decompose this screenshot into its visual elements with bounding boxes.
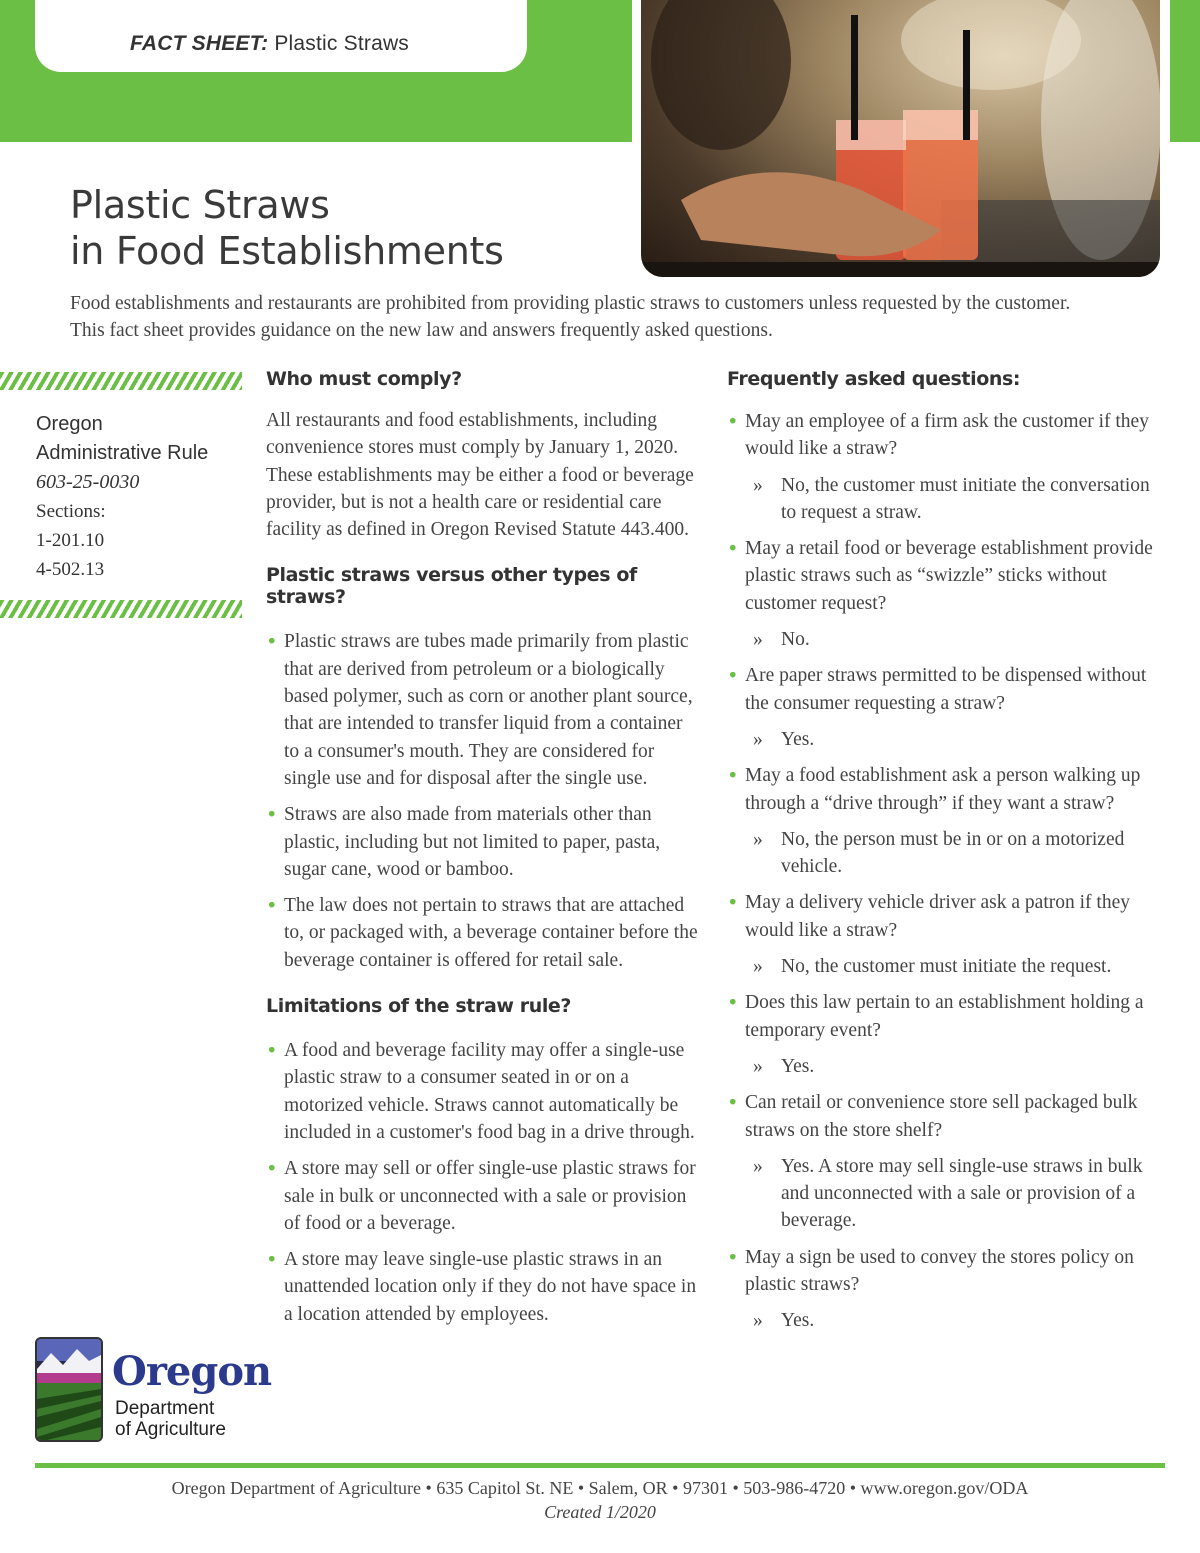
list-item-text: A store may sell or offer single-use plastic straws for sale in bulk or unconnected with a sale or provision of food or a beverage. — [284, 1158, 696, 1234]
bullet-icon: • — [266, 1157, 278, 1181]
logo-subtitle — [115, 1398, 226, 1440]
bullet-icon: • — [727, 764, 739, 788]
list-item — [266, 801, 698, 883]
faq-answer — [727, 472, 1165, 527]
bullet-icon: • — [727, 1245, 739, 1269]
faq-list — [727, 408, 1165, 1335]
footer-rule — [35, 1463, 1165, 1468]
faq-answer-text: No, the customer must initiate the request. — [781, 956, 1112, 978]
sidebar-oregon: Oregon — [36, 413, 103, 435]
faq-question — [727, 762, 1165, 817]
sidebar-sections-label: Sections: — [36, 501, 106, 522]
faq-question — [727, 989, 1165, 1044]
faq-question-text: May a delivery vehicle driver ask a patron if they would like a straw? — [745, 892, 1130, 941]
faq-answer-text: No, the person must be in or on a motorized vehicle. — [781, 828, 1125, 878]
drinks-photo-icon — [641, 0, 1160, 277]
list-item-text: A food and beverage facility may offer a single-use plastic straw to a consumer seated in or on a motorized vehicle. Straws cannot automatically be included in a customer's food bag in a drive through. — [284, 1040, 695, 1143]
list-item-text: The law does not pertain to straws that are attached to, or packaged with, a beverage container before the beverage container is offered for retail sale. — [284, 895, 698, 971]
faq-question-text: May a sign be used to convey the stores policy on plastic straws? — [745, 1246, 1134, 1296]
faq-question — [727, 535, 1165, 617]
page-title-line1: Plastic Straws — [70, 183, 330, 227]
faq-answer — [727, 953, 1165, 980]
fact-sheet-label-topic: Plastic Straws — [268, 32, 410, 55]
middle-column — [266, 368, 706, 1337]
list-item — [266, 628, 698, 792]
page-title-line2: in Food Establishments — [70, 229, 504, 273]
bullet-icon: • — [266, 1039, 278, 1063]
sidebar-section-1: 1-201.10 — [36, 530, 105, 551]
list-item — [266, 1037, 706, 1146]
faq-heading: Frequently asked questions: — [727, 368, 1021, 390]
chevron-right-icon: » — [753, 629, 763, 651]
faq-question-text: May an employee of a firm ask the customer if they would like a straw? — [745, 411, 1149, 460]
versus-list — [266, 628, 698, 974]
faq-answer — [727, 626, 1165, 653]
sidebar-rule-number: 603-25-0030 — [36, 471, 140, 493]
hatch-divider-bottom — [0, 600, 242, 618]
intro-paragraph: Food establishments and restaurants are prohibited from providing plastic straws to customers unless requested by the customer. This fact sheet provides guidance on the new law and answers frequently asked questions. — [70, 293, 1071, 341]
logo-subtitle-line2: of Agriculture — [115, 1419, 226, 1440]
bullet-icon: • — [727, 664, 739, 688]
who-heading: Who must comply? — [266, 368, 462, 390]
chevron-right-icon: » — [753, 1055, 763, 1077]
list-item — [266, 1155, 706, 1237]
chevron-right-icon: » — [753, 1310, 763, 1332]
list-item — [266, 892, 698, 974]
versus-heading: Plastic straws versus other types of straws? — [266, 564, 637, 609]
bullet-icon: • — [266, 1248, 278, 1272]
faq-question — [727, 1089, 1165, 1144]
footer-contact: Oregon Department of Agriculture • 635 Capitol St. NE • Salem, OR • 97301 • 503-986-4720 • www.oregon.gov/ODA — [171, 1478, 1029, 1498]
faq-question-text: May a food establishment ask a person walking up through a “drive through” if they want a straw? — [745, 765, 1141, 814]
faq-answer — [727, 1153, 1165, 1235]
faq-answer-text: No, the customer must initiate the conversation to request a straw. — [781, 474, 1150, 523]
list-item-text: Plastic straws are tubes made primarily from plastic that are derived from petroleum or a biologically based polymer, such as corn or another plant source, that are intended to transfer liquid from a container to a consumer's mouth. They are considered for single use and for disposal after the single use. — [284, 631, 693, 789]
faq-question — [727, 1244, 1165, 1299]
chevron-right-icon: » — [753, 956, 763, 978]
chevron-right-icon: » — [753, 1155, 763, 1177]
rule-sidebar — [36, 410, 208, 584]
bullet-icon: • — [727, 410, 739, 433]
page-title — [70, 182, 504, 274]
faq-answer — [727, 1053, 1165, 1080]
oda-logo-graphic — [37, 1339, 101, 1440]
limits-list — [266, 1037, 706, 1328]
bullet-icon: • — [266, 630, 278, 654]
faq-answer-text: No. — [781, 629, 810, 651]
drinks-photo — [641, 0, 1160, 277]
faq-answer — [727, 1307, 1165, 1334]
footer-created-date: Created 1/2020 — [544, 1502, 656, 1522]
bullet-icon: • — [727, 537, 739, 561]
fact-sheet-label — [130, 32, 409, 56]
bullet-icon: • — [727, 891, 739, 915]
chevron-right-icon: » — [753, 828, 763, 850]
faq-question-text: Does this law pertain to an establishment holding a temporary event? — [745, 992, 1144, 1041]
hatch-divider-top — [0, 372, 242, 390]
bullet-icon: • — [727, 1091, 739, 1115]
faq-column — [727, 368, 1165, 1344]
chevron-right-icon: » — [753, 728, 763, 750]
faq-answer-text: Yes. — [781, 728, 815, 750]
faq-answer — [727, 826, 1165, 881]
faq-question — [727, 408, 1165, 463]
fact-sheet-label-bold: FACT SHEET: — [130, 32, 269, 55]
logo-subtitle-line1: Department — [115, 1398, 215, 1419]
list-item-text: A store may leave single-use plastic straws in an unattended location only if they do not have space in a location attended by employees. — [284, 1249, 697, 1325]
chevron-right-icon: » — [753, 474, 763, 496]
limits-heading: Limitations of the straw rule? — [266, 995, 572, 1018]
faq-question — [727, 662, 1165, 717]
list-item — [266, 1246, 706, 1328]
faq-answer — [727, 726, 1165, 753]
sidebar-admin-rule: Administrative Rule — [36, 442, 209, 464]
faq-answer-text: Yes. — [781, 1310, 815, 1332]
faq-answer-text: Yes. — [781, 1055, 815, 1077]
list-item-text: Straws are also made from materials other than plastic, including but not limited to paper, pasta, sugar cane, wood or bamboo. — [284, 804, 661, 880]
sidebar-section-2: 4-502.13 — [36, 559, 105, 580]
bullet-icon: • — [266, 894, 278, 918]
logo-wordmark: Oregon — [112, 1348, 272, 1395]
faq-question-text: May a retail food or beverage establishment provide plastic straws such as “swizzle” sticks without customer request? — [745, 538, 1153, 614]
faq-question — [727, 889, 1165, 944]
who-body: All restaurants and food establishments, including convenience stores must comply by January 1, 2020. These establishments may be either a food or beverage provider, but is not a health care or residential care facility as defined in Oregon Revised Statute 443.400. — [266, 410, 694, 541]
oda-logo-icon — [35, 1337, 103, 1442]
faq-question-text: Can retail or convenience store sell packaged bulk straws on the store shelf? — [745, 1092, 1138, 1141]
faq-answer-text: Yes. A store may sell single-use straws in bulk and unconnected with a sale or provision of a beverage. — [781, 1155, 1143, 1232]
faq-question-text: Are paper straws permitted to be dispensed without the consumer requesting a straw? — [745, 665, 1147, 714]
bullet-icon: • — [266, 803, 278, 827]
bullet-icon: • — [727, 991, 739, 1015]
header-right-strip — [1170, 0, 1200, 142]
